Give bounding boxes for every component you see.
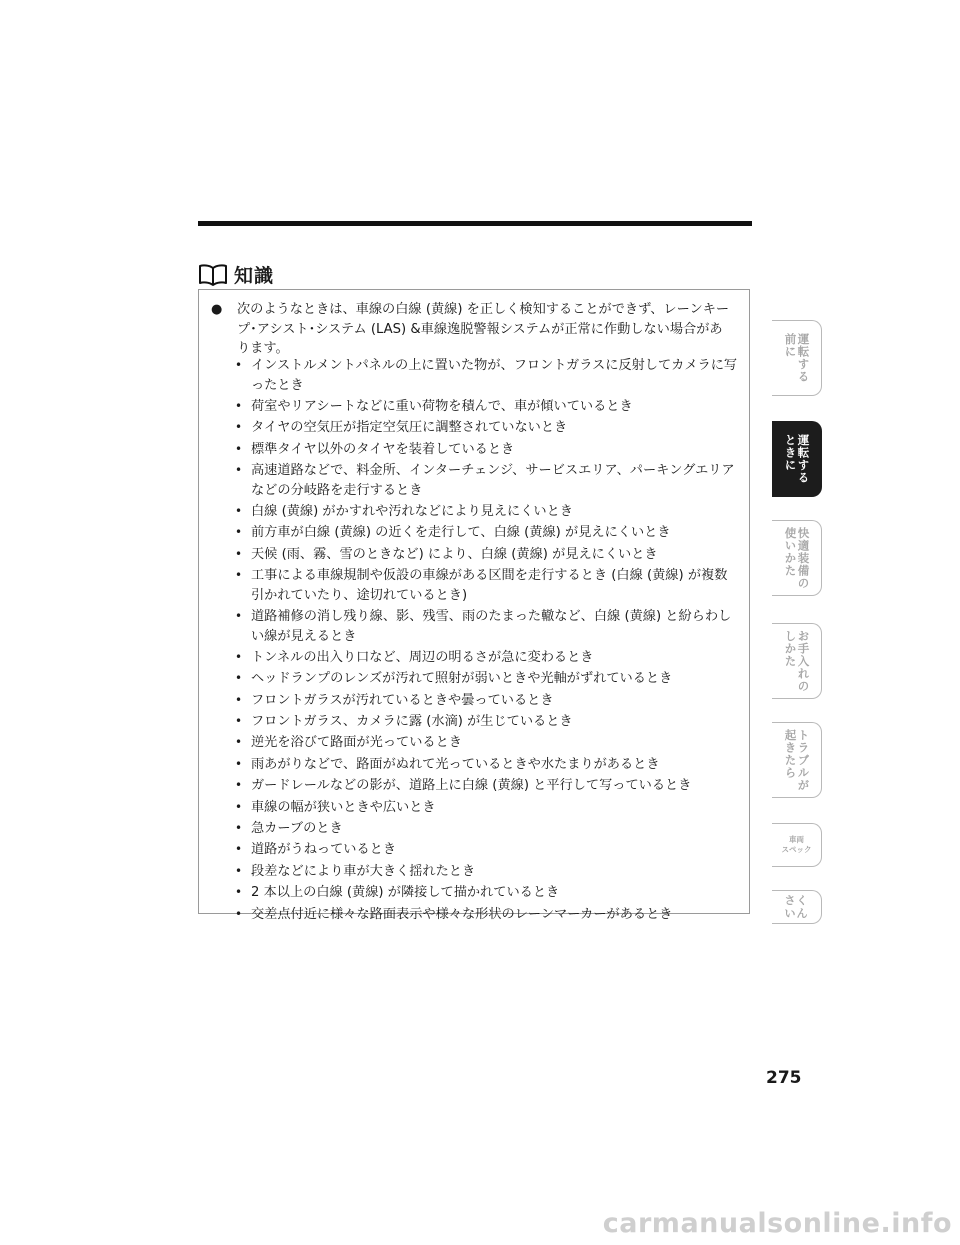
knowledge-box	[198, 289, 750, 922]
list-item: • 白線 (黄線) がかすれや汚れなどにより見えにくいとき	[229, 502, 739, 522]
list-item: • 雨あがりなどで、路面がぬれて光っているときや水たまりがあるとき	[229, 755, 739, 775]
list-item: • ガードレールなどの影が、道路上に白線 (黄線) と平行して写っているとき	[229, 776, 739, 796]
chapter-tab-label: さく いん	[784, 894, 809, 920]
list-item: • 段差などにより車が大きく揺れたとき	[229, 862, 739, 882]
list-item: • タイヤの空気圧が指定空気圧に調整されていないとき	[229, 418, 739, 438]
list-item: • 道路がうねっているとき	[229, 840, 739, 860]
book-icon	[198, 263, 228, 287]
list-item: • フロントガラスが汚れているときや曇っているとき	[229, 691, 739, 711]
chapter-tab-label: トラブルが 起きたら	[783, 728, 811, 792]
list-item: • インストルメントパネルの上に置いた物が、フロントガラスに反射してカメラに写ったとき	[229, 356, 739, 395]
list-item: • 高速道路などで、料金所、インターチェンジ、サービスエリア、パーキングエリアなどの分岐路を走行するとき	[229, 461, 739, 500]
list-item: • 天候 (雨、霧、雪のときなど) により、白線 (黄線) が見えにくいとき	[229, 545, 739, 565]
list-item: • 前方車が白線 (黄線) の近くを走行して、白線 (黄線) が見えにくいとき	[229, 523, 739, 543]
list-item: • 急カーブのとき	[229, 819, 739, 839]
chapter-tab-label: 車両 スペック	[781, 835, 812, 854]
watermark: carmanualsonline.info	[602, 1208, 952, 1239]
intro-paragraph	[213, 300, 735, 359]
list-item: • フロントガラス、カメラに露 (水滴) が生じているとき	[229, 712, 739, 732]
chapter-tab[interactable]	[772, 823, 822, 867]
chapter-tab[interactable]	[772, 320, 822, 396]
list-item: • ヘッドランプのレンズが汚れて照射が弱いときや光軸がずれているとき	[229, 669, 739, 689]
intro-bullet: ●	[211, 302, 223, 317]
list-item: • 逆光を浴びて路面が光っているとき	[229, 733, 739, 753]
chapter-tab[interactable]	[772, 890, 822, 924]
list-item: • 荷室やリアシートなどに重い荷物を積んで、車が傾いているとき	[229, 397, 739, 417]
chapter-tab-label: 快適装備の 使いかた	[783, 526, 811, 590]
list-item: • 標準タイヤ以外のタイヤを装着しているとき	[229, 440, 739, 460]
list-item: • 2 本以上の白線 (黄線) が隣接して描かれているとき	[229, 883, 739, 903]
section-title: 知識	[234, 265, 275, 287]
list-item: • 車線の幅が狭いときや広いとき	[229, 798, 739, 818]
chapter-tab-label: 運転する 前に	[783, 333, 811, 383]
chapter-tab[interactable]	[772, 421, 822, 497]
chapter-tab-label: 運転する ときに	[783, 434, 811, 484]
page-number: 275	[766, 1068, 802, 1088]
list-item: • 道路補修の消し残り線、影、残雪、雨のたまった轍など、白線 (黄線) と紛らわしい線が見えるとき	[229, 607, 739, 646]
intro-text: 次のようなときは、車線の白線 (黄線) を正しく検知することができず、レーンキープ･アシスト･システム (LAS) &車線逸脱警報システムが正常に作動しない場合があります。	[237, 302, 730, 356]
section-heading	[198, 261, 274, 288]
chapter-tab[interactable]	[772, 722, 822, 798]
list-item: • トンネルの出入り口など、周辺の明るさが急に変わるとき	[229, 648, 739, 668]
chapter-tab[interactable]	[772, 520, 822, 596]
top-rule	[198, 221, 752, 226]
chapter-tab-label: お手入れの しかた	[783, 629, 811, 693]
condition-list	[229, 356, 739, 926]
list-item: • 工事による車線規制や仮設の車線がある区間を走行するとき (白線 (黄線) が複数引かれていたり、途切れているとき)	[229, 566, 739, 605]
list-item: • 交差点付近に様々な路面表示や様々な形状のレーンマーカーがあるとき	[229, 905, 739, 925]
chapter-tab[interactable]	[772, 623, 822, 699]
